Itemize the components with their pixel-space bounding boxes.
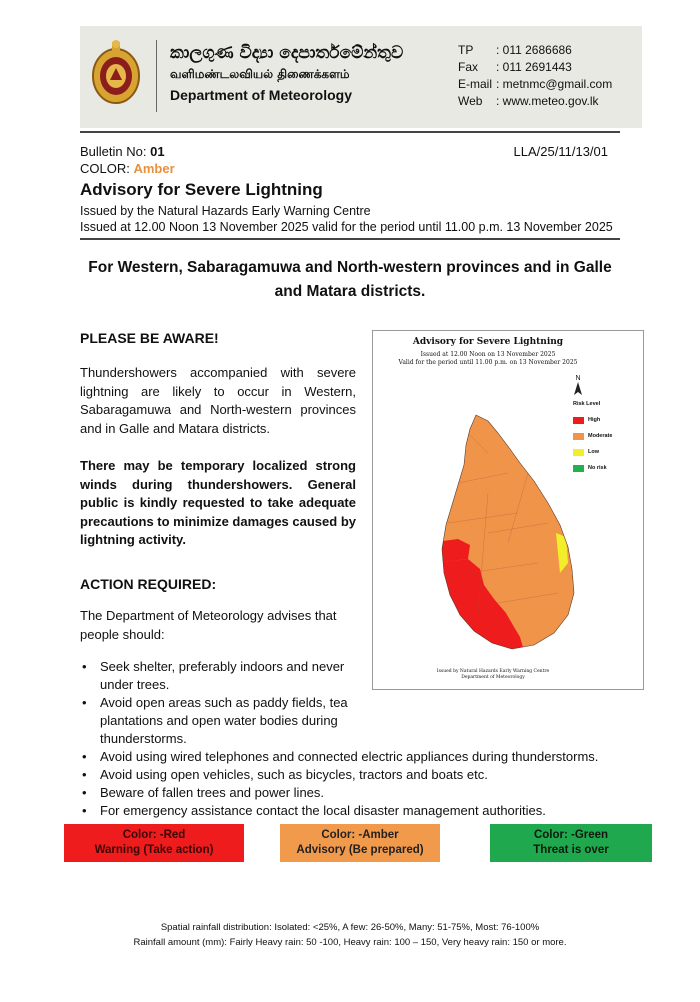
- map-footer: Issued by Natural Hazards Early Warning Centre Department of Meteorology: [436, 669, 550, 680]
- list-item: • For emergency assistance contact the local disaster management authorities.: [80, 802, 640, 820]
- contact-row: TP : 011 2686686: [458, 43, 572, 57]
- action-heading: ACTION REQUIRED:: [80, 576, 217, 592]
- list-item: • Avoid using open vehicles, such as bicycles, tractors and boats etc.: [80, 766, 640, 784]
- legend-item: No risk: [573, 460, 612, 476]
- bulletin-reference: LLA/25/11/13/01: [513, 144, 608, 159]
- contact-row: Web : www.meteo.gov.lk: [458, 94, 599, 108]
- department-name-sinhala: කාලගුණ විද්‍යා දෙපාර්තමේන්තුව: [170, 43, 404, 63]
- sri-lanka-map-icon: [428, 413, 598, 651]
- sri-lanka-emblem-icon: [90, 38, 142, 108]
- letterhead: [80, 26, 642, 128]
- legend-item: Low: [573, 444, 612, 460]
- header-rule: [80, 131, 620, 133]
- contact-row: E-mail : metnmc@gmail.com: [458, 77, 613, 91]
- aware-heading: PLEASE BE AWARE!: [80, 330, 219, 346]
- footer-notes: [0, 920, 700, 950]
- list-item: • Seek shelter, preferably indoors and never under trees.: [80, 658, 355, 694]
- list-item: • Beware of fallen trees and power lines.: [80, 784, 640, 802]
- map-valid: Valid for the period until 11.00 p.m. on 13 November 2025: [398, 359, 578, 366]
- list-item: • Avoid using wired telephones and connected electric appliances during thunderstorms.: [80, 748, 640, 766]
- page-title: Advisory for Severe Lightning: [80, 180, 323, 199]
- color-code-green: Color: -Green Threat is over: [490, 824, 652, 862]
- title-rule: [80, 238, 620, 240]
- winds-paragraph: There may be temporary localized strong winds during thundershowers. General public is kindly requested to take adequate precautions to minimize damages caused by lightning activity.: [80, 458, 356, 547]
- bulletin-meta: [80, 143, 175, 177]
- color-code-amber: Color: -Amber Advisory (Be prepared): [280, 824, 440, 862]
- aware-paragraph: Thundershowers accompanied with severe lightning are likely to occur in Western, Sabaragamuwa and North-western provinces and in Galle and Matara districts.: [80, 365, 356, 436]
- department-name-tamil: வளிமண்டலவியல் திணைக்களம்: [170, 67, 350, 81]
- legend-item: Moderate: [573, 428, 612, 444]
- color-code-red: Color: -Red Warning (Take action): [64, 824, 244, 862]
- issued-by: Issued by the Natural Hazards Early Warning Centre: [80, 204, 371, 218]
- contact-details: [458, 42, 612, 110]
- bulletin-color: COLOR: Amber: [80, 161, 175, 176]
- footer-rainfall-distribution: Spatial rainfall distribution: Isolated: <25%, A few: 26-50%, Many: 51-75%, Most: 76-100%: [160, 922, 540, 933]
- map-issued: Issued at 12.00 Noon on 13 November 2025: [420, 351, 556, 358]
- legend-title: Risk Level: [573, 401, 601, 407]
- contact-row: Fax : 011 2691443: [458, 60, 572, 74]
- issued-at: Issued at 12.00 Noon 13 November 2025 valid for the period until 11.00 p.m. 13 November 2025: [80, 220, 613, 234]
- bulletin-number: Bulletin No: 01: [80, 144, 165, 159]
- regions-heading: For Western, Sabaragamuwa and North-western provinces and in Galle and Matara districts.: [88, 259, 612, 300]
- map-title: Advisory for Severe Lightning: [412, 337, 564, 347]
- department-name-english: Department of Meteorology: [170, 87, 353, 103]
- footer-rainfall-amount: Rainfall amount (mm): Fairly Heavy rain: 50 -100, Heavy rain: 100 – 150, Very heavy rain: 150 or more.: [133, 937, 567, 948]
- north-arrow-icon: N: [573, 375, 583, 399]
- department-name-block: [170, 42, 403, 106]
- legend-item: High: [573, 412, 612, 428]
- header-divider: [156, 40, 157, 112]
- list-item: • Avoid open areas such as paddy fields, tea plantations and open water bodies during thunderstorms.: [80, 694, 640, 748]
- action-intro: The Department of Meteorology advises that people should:: [80, 608, 337, 642]
- risk-map: [372, 330, 644, 690]
